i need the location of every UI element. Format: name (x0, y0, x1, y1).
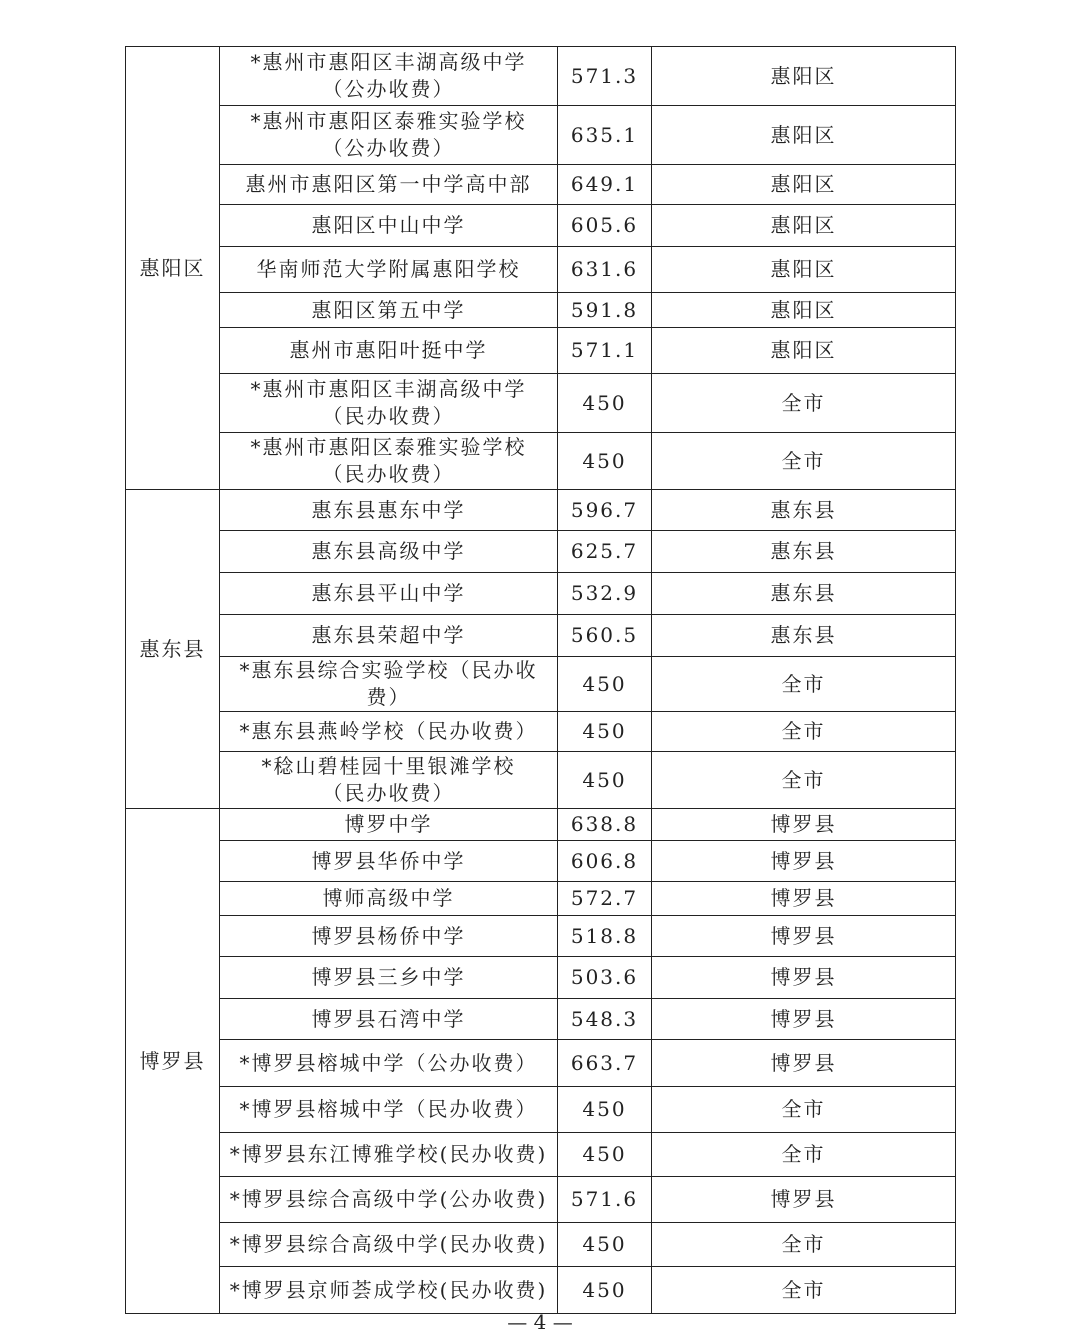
school-name-cell (220, 47, 558, 106)
enrollment-scope-cell: 博罗县 (652, 999, 956, 1040)
school-name-cell (220, 916, 558, 957)
school-name-line: *稔山碧桂园十里银滩学校 (261, 754, 516, 778)
school-name-line: 博罗县杨侨中学 (311, 923, 466, 948)
school-name-line: 博罗县石湾中学 (311, 1006, 466, 1031)
table-row (126, 1133, 956, 1177)
score-cell: 571.1 (558, 328, 652, 374)
score-cell: 606.8 (558, 841, 652, 882)
school-name-cell (220, 247, 558, 293)
score-cell: 450 (558, 1087, 652, 1133)
score-cell: 663.7 (558, 1040, 652, 1087)
enrollment-scope-cell: 全市 (652, 712, 956, 752)
score-cell: 450 (558, 1133, 652, 1177)
score-cell: 518.8 (558, 916, 652, 957)
table-row (126, 809, 956, 841)
score-cell: 450 (558, 752, 652, 809)
enrollment-scope-cell: 博罗县 (652, 1177, 956, 1223)
score-cell: 625.7 (558, 531, 652, 573)
table-row (126, 165, 956, 205)
school-name-cell (220, 615, 558, 657)
district-cell: 惠阳区 (126, 47, 220, 490)
enrollment-scope-cell: 惠阳区 (652, 205, 956, 247)
table-row (126, 531, 956, 573)
enrollment-scope-cell: 全市 (652, 1133, 956, 1177)
table-row (126, 490, 956, 531)
score-cell: 631.6 (558, 247, 652, 293)
enrollment-scope-cell: 惠阳区 (652, 165, 956, 205)
table-row (126, 882, 956, 916)
enrollment-scope-cell: 博罗县 (652, 957, 956, 999)
table-row (126, 106, 956, 165)
school-name-line: 博罗中学 (344, 812, 433, 836)
enrollment-scope-cell: 惠阳区 (652, 106, 956, 165)
school-name-line: *博罗县京师荟成学校(民办收费) (229, 1277, 548, 1302)
table-row (126, 433, 956, 490)
table-row (126, 1267, 956, 1314)
school-name-cell (220, 205, 558, 247)
school-name-cell (220, 531, 558, 573)
school-name-cell (220, 1177, 558, 1223)
school-name-cell (220, 1223, 558, 1267)
table-row (126, 1177, 956, 1223)
school-name-cell (220, 841, 558, 882)
score-cell: 450 (558, 712, 652, 752)
table-row (126, 752, 956, 809)
score-cell: 560.5 (558, 615, 652, 657)
school-name-line: 博师高级中学 (322, 886, 455, 910)
table-row (126, 712, 956, 752)
score-cell: 503.6 (558, 957, 652, 999)
table-row (126, 47, 956, 106)
school-fee-type-line: （民办收费） (322, 404, 455, 428)
score-cell: 450 (558, 1267, 652, 1314)
school-name-cell (220, 1133, 558, 1177)
score-cell: 532.9 (558, 573, 652, 615)
score-cell: 596.7 (558, 490, 652, 531)
score-cell: 572.7 (558, 882, 652, 916)
enrollment-scope-cell: 全市 (652, 1087, 956, 1133)
school-fee-type-line: （公办收费） (322, 77, 455, 101)
school-name-line: *惠州市惠阳区泰雅实验学校 (250, 109, 527, 133)
enrollment-scope-cell: 惠阳区 (652, 47, 956, 106)
school-name-cell (220, 1267, 558, 1314)
school-name-cell (220, 657, 558, 712)
enrollment-scope-cell: 全市 (652, 1267, 956, 1314)
school-name-cell (220, 165, 558, 205)
table-row (126, 1087, 956, 1133)
school-name-cell (220, 752, 558, 809)
enrollment-scope-cell: 惠阳区 (652, 293, 956, 328)
table-row (126, 615, 956, 657)
table-row (126, 841, 956, 882)
school-name-line: 博罗县华侨中学 (311, 848, 466, 873)
admission-score-table (125, 46, 956, 1314)
score-cell: 548.3 (558, 999, 652, 1040)
table-row (126, 999, 956, 1040)
score-cell: 635.1 (558, 106, 652, 165)
enrollment-scope-cell: 全市 (652, 374, 956, 433)
school-fee-type-line: （民办收费） (322, 462, 455, 486)
enrollment-scope-cell: 博罗县 (652, 841, 956, 882)
school-name-line: *博罗县榕城中学（民办收费） (239, 1097, 538, 1121)
school-name-line: 博罗县三乡中学 (311, 965, 466, 989)
table-row (126, 957, 956, 999)
school-fee-type-line: （民办收费） (322, 781, 455, 805)
school-name-line: 惠州市惠阳区第一中学高中部 (245, 172, 532, 196)
score-cell: 450 (558, 1223, 652, 1267)
school-name-line: 惠阳区中山中学 (311, 213, 466, 237)
page-number: — 4 — (507, 1310, 573, 1334)
enrollment-scope-cell: 全市 (652, 1223, 956, 1267)
school-name-line: *惠东县燕岭学校（民办收费） (239, 719, 538, 743)
school-name-line: 华南师范大学附属惠阳学校 (256, 257, 521, 281)
score-cell: 638.8 (558, 809, 652, 841)
score-cell: 450 (558, 374, 652, 433)
table-row (126, 293, 956, 328)
table-row (126, 1223, 956, 1267)
table-body (126, 47, 956, 1314)
school-name-cell (220, 433, 558, 490)
score-cell: 591.8 (558, 293, 652, 328)
district-cell: 惠东县 (126, 490, 220, 809)
school-fee-type-line: （公办收费） (322, 136, 455, 160)
table-row (126, 573, 956, 615)
school-name-line: 惠阳区第五中学 (311, 297, 466, 322)
score-cell: 450 (558, 433, 652, 490)
school-name-cell (220, 999, 558, 1040)
enrollment-scope-cell: 全市 (652, 657, 956, 712)
district-cell: 博罗县 (126, 809, 220, 1314)
enrollment-scope-cell: 博罗县 (652, 882, 956, 916)
score-cell: 571.3 (558, 47, 652, 106)
table-row (126, 916, 956, 957)
enrollment-scope-cell: 惠阳区 (652, 328, 956, 374)
school-name-line: *惠东县综合实验学校（民办收费） (239, 658, 538, 709)
table-row (126, 247, 956, 293)
table-row (126, 328, 956, 374)
school-name-cell (220, 293, 558, 328)
school-name-line: 惠州市惠阳叶挺中学 (289, 338, 488, 362)
enrollment-scope-cell: 惠阳区 (652, 247, 956, 293)
enrollment-scope-cell: 博罗县 (652, 809, 956, 841)
table-row (126, 205, 956, 247)
school-name-cell (220, 573, 558, 615)
enrollment-scope-cell: 全市 (652, 433, 956, 490)
school-name-cell (220, 1087, 558, 1133)
school-name-cell (220, 957, 558, 999)
enrollment-scope-cell: 惠东县 (652, 531, 956, 573)
school-name-line: 惠东县荣超中学 (311, 623, 466, 647)
school-name-line: 惠东县平山中学 (311, 581, 466, 605)
enrollment-scope-cell: 惠东县 (652, 615, 956, 657)
school-name-line: *惠州市惠阳区丰湖高级中学 (250, 50, 527, 74)
school-name-cell (220, 809, 558, 841)
school-name-cell (220, 1040, 558, 1087)
school-name-cell (220, 106, 558, 165)
enrollment-scope-cell: 博罗县 (652, 916, 956, 957)
school-name-line: *惠州市惠阳区丰湖高级中学 (250, 377, 527, 401)
school-name-line: *博罗县综合高级中学(公办收费) (229, 1187, 548, 1211)
score-cell: 649.1 (558, 165, 652, 205)
school-name-line: *博罗县东江博雅学校(民办收费) (229, 1142, 548, 1166)
enrollment-scope-cell: 惠东县 (652, 490, 956, 531)
table-row (126, 657, 956, 712)
enrollment-scope-cell: 博罗县 (652, 1040, 956, 1087)
table-row (126, 1040, 956, 1087)
school-name-line: *博罗县综合高级中学(民办收费) (229, 1232, 548, 1256)
school-name-cell (220, 882, 558, 916)
school-name-line: 惠东县高级中学 (311, 539, 466, 563)
school-name-cell (220, 374, 558, 433)
school-name-line: 惠东县惠东中学 (311, 497, 466, 522)
school-name-cell (220, 490, 558, 531)
enrollment-scope-cell: 惠东县 (652, 573, 956, 615)
school-name-cell (220, 328, 558, 374)
score-cell: 450 (558, 657, 652, 712)
school-name-line: *惠州市惠阳区泰雅实验学校 (250, 435, 527, 459)
table-row (126, 374, 956, 433)
school-name-line: *博罗县榕城中学（公办收费） (239, 1050, 538, 1075)
score-cell: 571.6 (558, 1177, 652, 1223)
school-name-cell (220, 712, 558, 752)
score-cell: 605.6 (558, 205, 652, 247)
enrollment-scope-cell: 全市 (652, 752, 956, 809)
